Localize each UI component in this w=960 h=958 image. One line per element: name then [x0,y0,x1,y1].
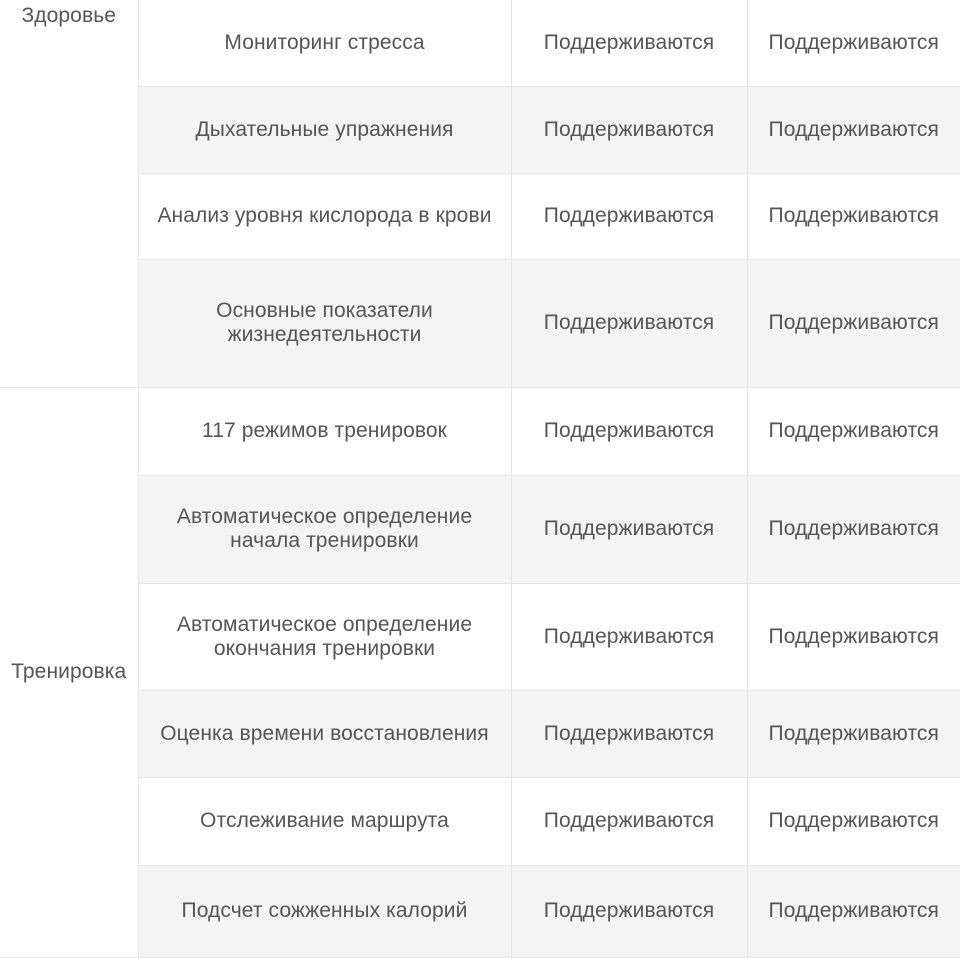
value-cell: Поддерживаются [747,0,960,86]
value-cell: Поддерживаются [511,865,747,957]
value-cell: Поддерживаются [511,583,747,690]
table-row [0,259,960,387]
value-cell: Поддерживаются [747,690,960,777]
category-training: Тренировка [0,387,138,957]
table-row [0,583,960,690]
table-row [0,865,960,957]
feature-cell: Анализ уровня кислорода в крови [138,173,511,259]
feature-cell: Дыхательные упражнения [138,86,511,173]
table-row [0,86,960,173]
feature-cell: Мониторинг стресса [138,0,511,86]
value-cell: Поддерживаются [747,475,960,583]
value-cell: Поддерживаются [511,777,747,865]
table-row [0,475,960,583]
feature-cell: Автоматическое определение начала тренировки [138,475,511,583]
feature-cell: 117 режимов тренировок [138,387,511,475]
value-cell: Поддерживаются [747,259,960,387]
value-cell: Поддерживаются [511,690,747,777]
feature-cell: Основные показатели жизнедеятельности [138,259,511,387]
value-cell: Поддерживаются [511,0,747,86]
value-cell: Поддерживаются [511,173,747,259]
value-cell: Поддерживаются [747,865,960,957]
category-health: Здоровье [0,0,138,387]
feature-cell: Отслеживание маршрута [138,777,511,865]
table-row [0,387,960,475]
value-cell: Поддерживаются [747,777,960,865]
value-cell: Поддерживаются [747,583,960,690]
feature-cell: Подсчет сожженных калорий [138,865,511,957]
table-row [0,777,960,865]
feature-cell: Автоматическое определение окончания тренировки [138,583,511,690]
table-row [0,690,960,777]
feature-cell: Оценка времени восстановления [138,690,511,777]
value-cell: Поддерживаются [511,387,747,475]
value-cell: Поддерживаются [747,387,960,475]
value-cell: Поддерживаются [511,475,747,583]
value-cell: Поддерживаются [747,173,960,259]
value-cell: Поддерживаются [511,86,747,173]
value-cell: Поддерживаются [747,86,960,173]
table-row [0,0,960,86]
value-cell: Поддерживаются [511,259,747,387]
table-row [0,173,960,259]
